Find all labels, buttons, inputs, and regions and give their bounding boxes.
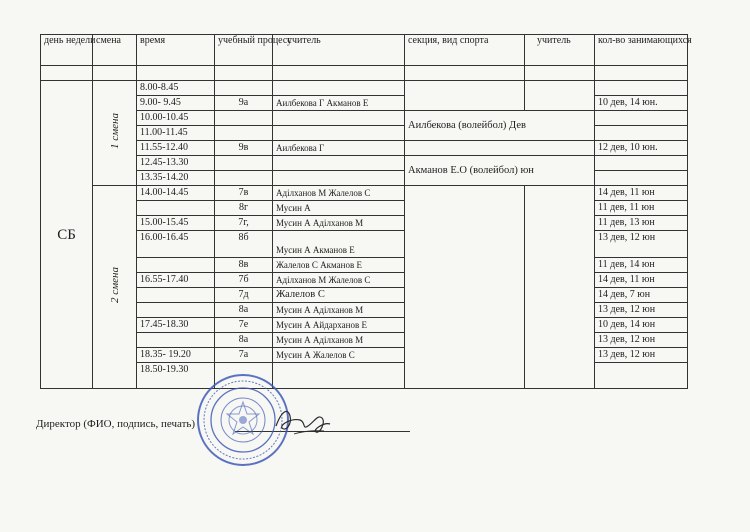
teacher-cell [273, 126, 405, 141]
header-row [41, 35, 688, 66]
class-cell: 8в [215, 258, 273, 273]
time-cell: 16.00-16.45 [137, 231, 215, 258]
time-cell: 12.45-13.30 [137, 156, 215, 171]
table-row [41, 186, 688, 201]
day-cell: СБ [41, 81, 93, 389]
section-cell [405, 81, 525, 111]
teacher-cell [273, 363, 405, 389]
time-cell: 17.45-18.30 [137, 318, 215, 333]
table-row [41, 156, 688, 171]
schedule-table [40, 34, 692, 389]
class-cell: 7б [215, 273, 273, 288]
count-cell: 12 дев, 10 юн. [595, 141, 688, 156]
teacher-cell: Аилбекова Г Акманов Е [273, 96, 405, 111]
teacher2-cell [525, 186, 595, 389]
count-cell [595, 126, 688, 141]
signature-icon [272, 404, 334, 438]
count-cell: 14 дев, 7 юн [595, 288, 688, 303]
count-cell [595, 156, 688, 171]
count-cell [595, 111, 688, 126]
time-cell: 11.55-12.40 [137, 141, 215, 156]
shift1-cell [93, 81, 137, 186]
shift2-label: 2 смена [108, 266, 121, 303]
teacher-cell [273, 156, 405, 171]
time-cell: 15.00-15.45 [137, 216, 215, 231]
teacher2-cell [525, 81, 595, 111]
teacher-cell: Аділханов М Жалелов С [273, 186, 405, 201]
class-cell: 9а [215, 96, 273, 111]
count-cell: 10 дев, 14 юн [595, 318, 688, 333]
class-cell: 8а [215, 333, 273, 348]
teacher-cell: Мусин А Аділханов М [273, 333, 405, 348]
teacher-cell [273, 81, 405, 96]
header-teacher2: учитель [525, 35, 595, 66]
time-cell: 11.00-11.45 [137, 126, 215, 141]
section-cell [405, 186, 525, 389]
time-cell: 13.35-14.20 [137, 171, 215, 186]
time-cell: 10.00-10.45 [137, 111, 215, 126]
time-cell [137, 201, 215, 216]
count-cell: 14 дев, 11 юн [595, 186, 688, 201]
count-cell [595, 363, 688, 389]
teacher-cell: Жалелов С Акманов Е [273, 258, 405, 273]
count-cell: 13 дев, 12 юн [595, 231, 688, 258]
table-row [41, 111, 688, 126]
section-cell [405, 141, 595, 156]
count-cell: 14 дев, 11 юн [595, 273, 688, 288]
class-cell: 9в [215, 141, 273, 156]
header-time: время [137, 35, 215, 66]
teacher-cell: Аилбекова Г [273, 141, 405, 156]
teacher-cell [273, 171, 405, 186]
class-cell [215, 126, 273, 141]
time-cell: 9.00- 9.45 [137, 96, 215, 111]
time-cell [137, 288, 215, 303]
teacher-cell [273, 111, 405, 126]
teacher-cell: Аділханов М Жалелов С [273, 273, 405, 288]
section-1-cell: Аилбекова (волейбол) Дев [405, 111, 595, 141]
teacher-cell: Мусин А Айдарханов Е [273, 318, 405, 333]
count-cell: 11 дев, 13 юн [595, 216, 688, 231]
header-teacher: учитель [273, 35, 405, 66]
count-cell: 13 дев, 12 юн [595, 303, 688, 318]
table-row [41, 141, 688, 156]
time-cell [137, 303, 215, 318]
director-signature-label: Директор (ФИО, подпись, печать) [36, 418, 196, 430]
section-2-cell: Акманов Е.О (волейбол) юн [405, 156, 595, 186]
time-cell: 16.55-17.40 [137, 273, 215, 288]
time-cell [137, 258, 215, 273]
header-process: учебный процесс [215, 35, 273, 66]
class-cell [215, 111, 273, 126]
time-cell: 18.50-19.30 [137, 363, 215, 389]
count-cell: 11 дев, 14 юн [595, 258, 688, 273]
time-cell [137, 333, 215, 348]
class-cell: 7в [215, 186, 273, 201]
class-cell: 8а [215, 303, 273, 318]
shift2-cell [93, 186, 137, 389]
shift1-label: 1 смена [108, 112, 121, 149]
count-cell: 13 дев, 12 юн [595, 348, 688, 363]
time-cell: 18.35- 19.20 [137, 348, 215, 363]
time-cell: 8.00-8.45 [137, 81, 215, 96]
class-cell: 7д [215, 288, 273, 303]
header-section: секция, вид спорта [405, 35, 525, 66]
teacher-cell: Жалелов С [273, 288, 405, 303]
class-cell [215, 171, 273, 186]
class-cell: 7а [215, 348, 273, 363]
class-cell [215, 156, 273, 171]
count-cell [595, 171, 688, 186]
count-cell [595, 81, 688, 96]
class-cell: 7г, [215, 216, 273, 231]
class-cell [215, 81, 273, 96]
teacher-cell: Мусин А [273, 201, 405, 216]
class-cell: 8г [215, 201, 273, 216]
class-cell: 8б [215, 231, 273, 258]
class-cell: 7е [215, 318, 273, 333]
teacher-cell: Мусин А Акманов Е [273, 231, 405, 258]
teacher-cell: Мусин А Жалелов С [273, 348, 405, 363]
count-cell: 11 дев, 11 юн [595, 201, 688, 216]
header-shift: смена [93, 35, 137, 66]
header-day: день недели [41, 35, 93, 66]
teacher-cell: Мусин А Аділханов М [273, 303, 405, 318]
teacher-cell: Мусин А Аділханов М [273, 216, 405, 231]
count-cell: 13 дев, 12 юн [595, 333, 688, 348]
header-count: кол-во занимающихся [595, 35, 688, 66]
table-row [41, 66, 688, 81]
table-row [41, 81, 688, 96]
time-cell: 14.00-14.45 [137, 186, 215, 201]
count-cell: 10 дев, 14 юн. [595, 96, 688, 111]
